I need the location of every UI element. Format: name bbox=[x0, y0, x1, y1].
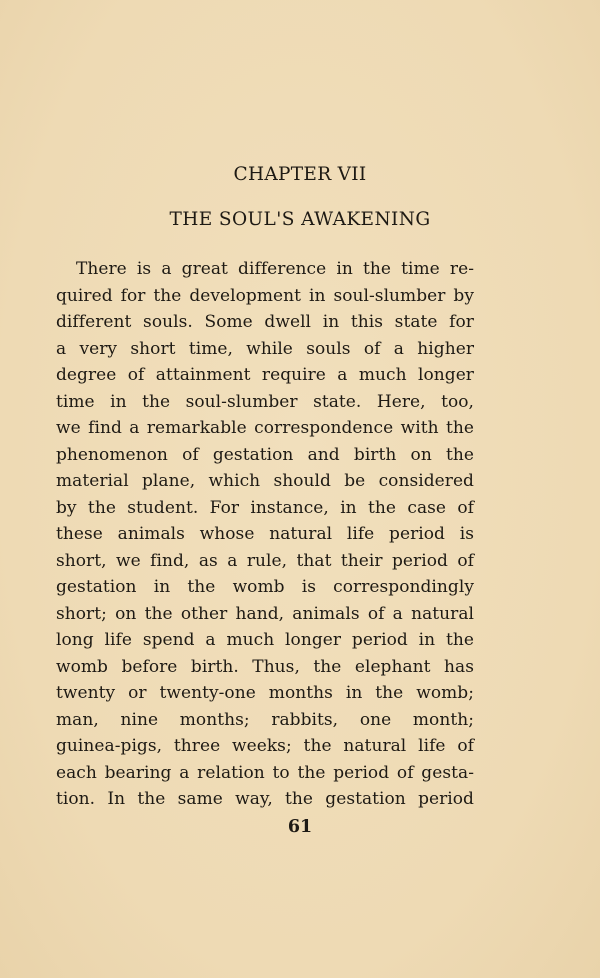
text-line: we find a remarkable correspondence with the bbox=[56, 418, 474, 438]
text-line: long life spend a much longer period in the bbox=[56, 630, 474, 650]
text-line: gestation in the womb is correspondingly bbox=[56, 577, 474, 597]
text-line: man, nine months; rabbits, one month; bbox=[56, 709, 474, 730]
text-line: tion. In the same way, the gestation period bbox=[56, 789, 474, 809]
page-number: 61 bbox=[287, 817, 313, 837]
text-line: these animals whose natural life period is bbox=[56, 524, 474, 544]
text-line: each bearing a relation to the period of gesta- bbox=[56, 762, 474, 783]
text-line: short; on the other hand, animals of a natural bbox=[56, 603, 474, 624]
text-line: There is a great difference in the time re- bbox=[76, 259, 474, 279]
body-text bbox=[56, 256, 474, 813]
text-line: a very short time, while souls of a higher bbox=[56, 338, 474, 359]
text-line: short, we find, as a rule, that their period of bbox=[56, 550, 474, 571]
text-line: different souls. Some dwell in this state for bbox=[56, 312, 474, 332]
text-line: phenomenon of gestation and birth on the bbox=[56, 444, 474, 465]
text-line: twenty or twenty-one months in the womb; bbox=[56, 683, 474, 703]
chapter-number: CHAPTER VII bbox=[233, 164, 367, 185]
text-line: guinea-pigs, three weeks; the natural life of bbox=[56, 736, 474, 756]
chapter-title: THE SOUL'S AWAKENING bbox=[169, 209, 431, 230]
text-line: time in the soul-slumber state. Here, too, bbox=[56, 391, 474, 412]
text-line: degree of attainment require a much longer bbox=[56, 365, 474, 385]
text-line: quired for the development in soul-slumber by bbox=[56, 285, 474, 306]
text-line: womb before birth. Thus, the elephant has bbox=[56, 656, 474, 677]
text-line: material plane, which should be considered bbox=[56, 471, 474, 491]
text-line: by the student. For instance, in the case of bbox=[56, 497, 474, 518]
